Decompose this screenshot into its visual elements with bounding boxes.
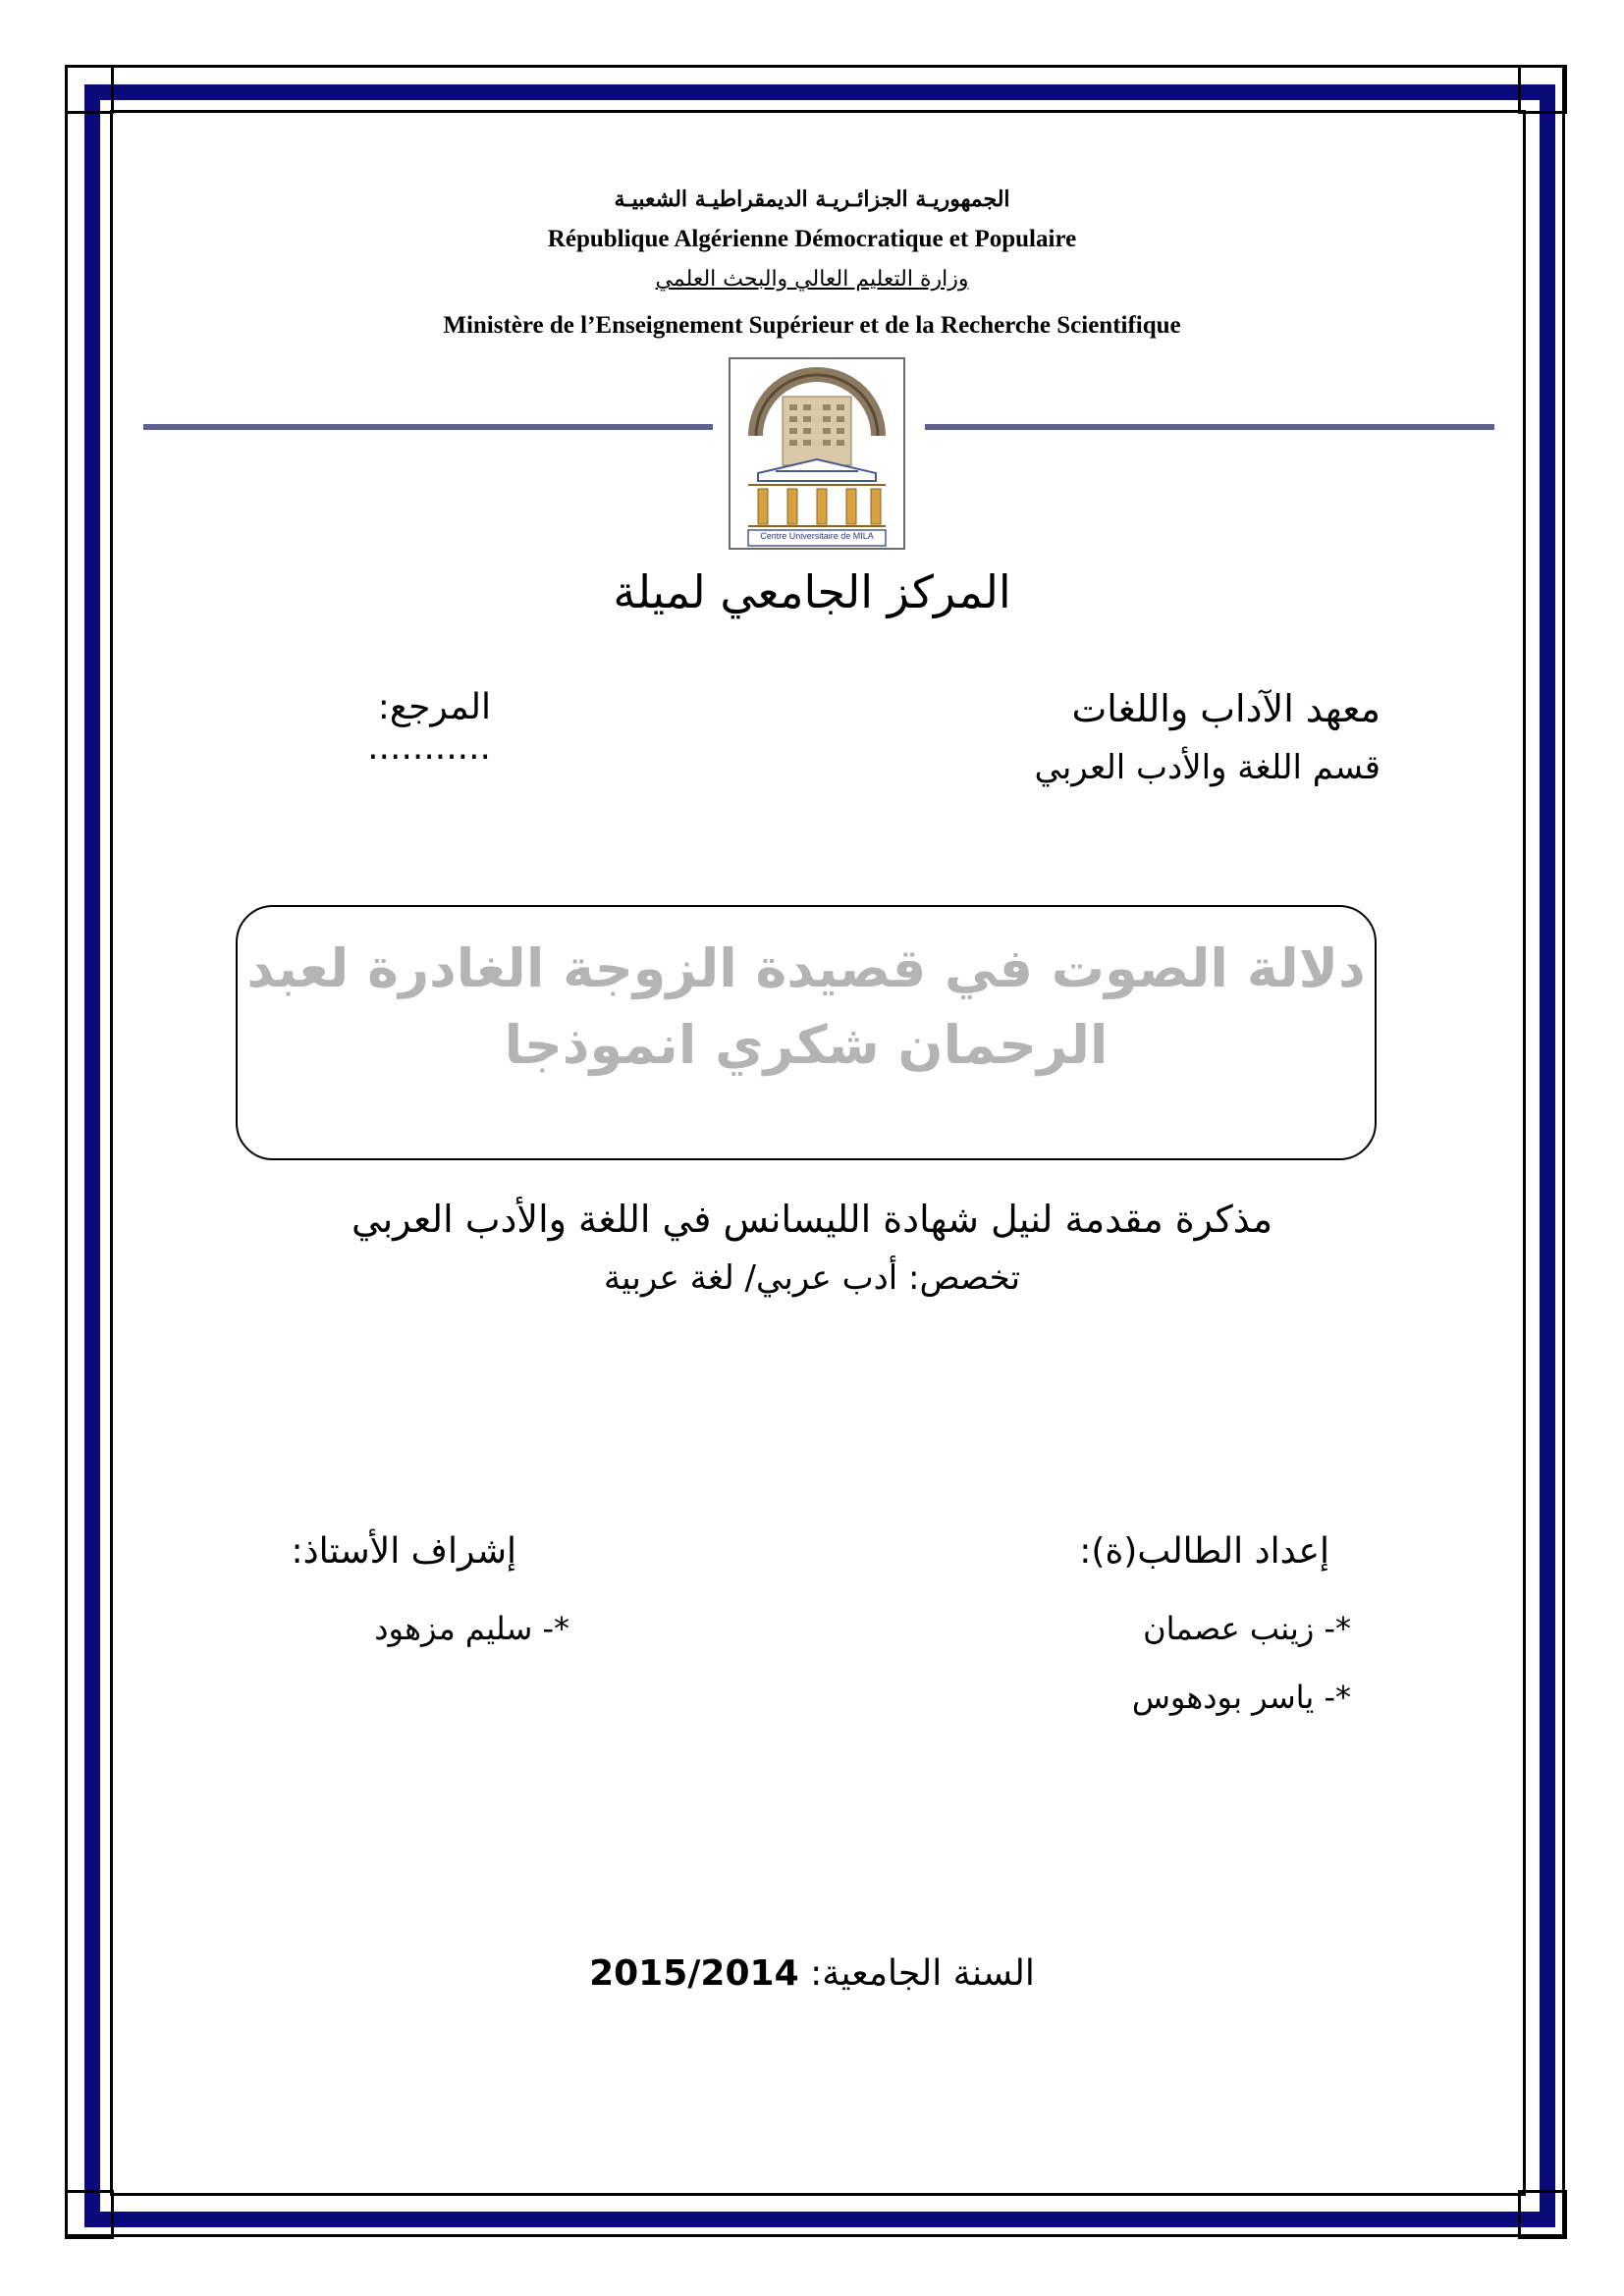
supervisor-name: *- سليم مزهود	[374, 1610, 569, 1647]
corner-ornament-top-right	[1518, 65, 1567, 114]
corner-ornament-top-left	[65, 65, 114, 114]
department-name: قسم اللغة والأدب العربي	[1034, 748, 1380, 787]
academic-year-value: 2015/2014	[589, 1953, 799, 1994]
university-center-name: المركز الجامعي لميلة	[613, 565, 1011, 618]
logo-caption: Centre Universitaire de MILA	[760, 531, 874, 541]
thesis-title-line-2: الرحمان شكري انموذجا	[504, 1014, 1109, 1076]
reference-number: المرجع: ...........	[367, 687, 491, 768]
student-name: *- زينب عصمان	[1143, 1610, 1351, 1647]
prepared-by-label: إعداد الطالب(ة):	[1079, 1531, 1329, 1572]
corner-ornament-bottom-right	[1518, 2190, 1567, 2239]
memoir-statement: مذكرة مقدمة لنيل شهادة الليسانس في اللغة والأدب العربي	[351, 1198, 1273, 1241]
header-rule-right	[925, 424, 1494, 430]
republic-french: République Algérienne Démocratique et Populaire	[547, 226, 1077, 252]
academic-year	[0, 1953, 1624, 1994]
ministry-arabic: وزارة التعليم العالي والبحث العلمي	[655, 267, 969, 292]
thesis-title-line-1: دلالة الصوت في قصيدة الزوجة الغادرة لعبد	[246, 937, 1366, 999]
academic-year-label: السنة الجامعية:	[810, 1953, 1035, 1994]
corner-ornament-bottom-left	[65, 2190, 114, 2239]
supervisor-label: إشراف الأستاذ:	[291, 1531, 516, 1572]
university-logo	[729, 357, 905, 550]
institute-name: معهد الآداب واللغات	[1071, 687, 1380, 730]
student-name: *- ياسر بودهوس	[1131, 1679, 1351, 1716]
specialty: تخصص: أدب عربي/ لغة عربية	[603, 1258, 1021, 1298]
thesis-title	[245, 931, 1367, 1084]
ministry-french: Ministère de l’Enseignement Supérieur et de la Recherche Scientifique	[443, 312, 1181, 339]
republic-arabic: الجمهوريـة الجزائـريـة الديمقراطيـة الشعبيـة	[614, 187, 1010, 212]
university-building-icon	[729, 357, 905, 550]
header-rule-left	[143, 424, 713, 430]
